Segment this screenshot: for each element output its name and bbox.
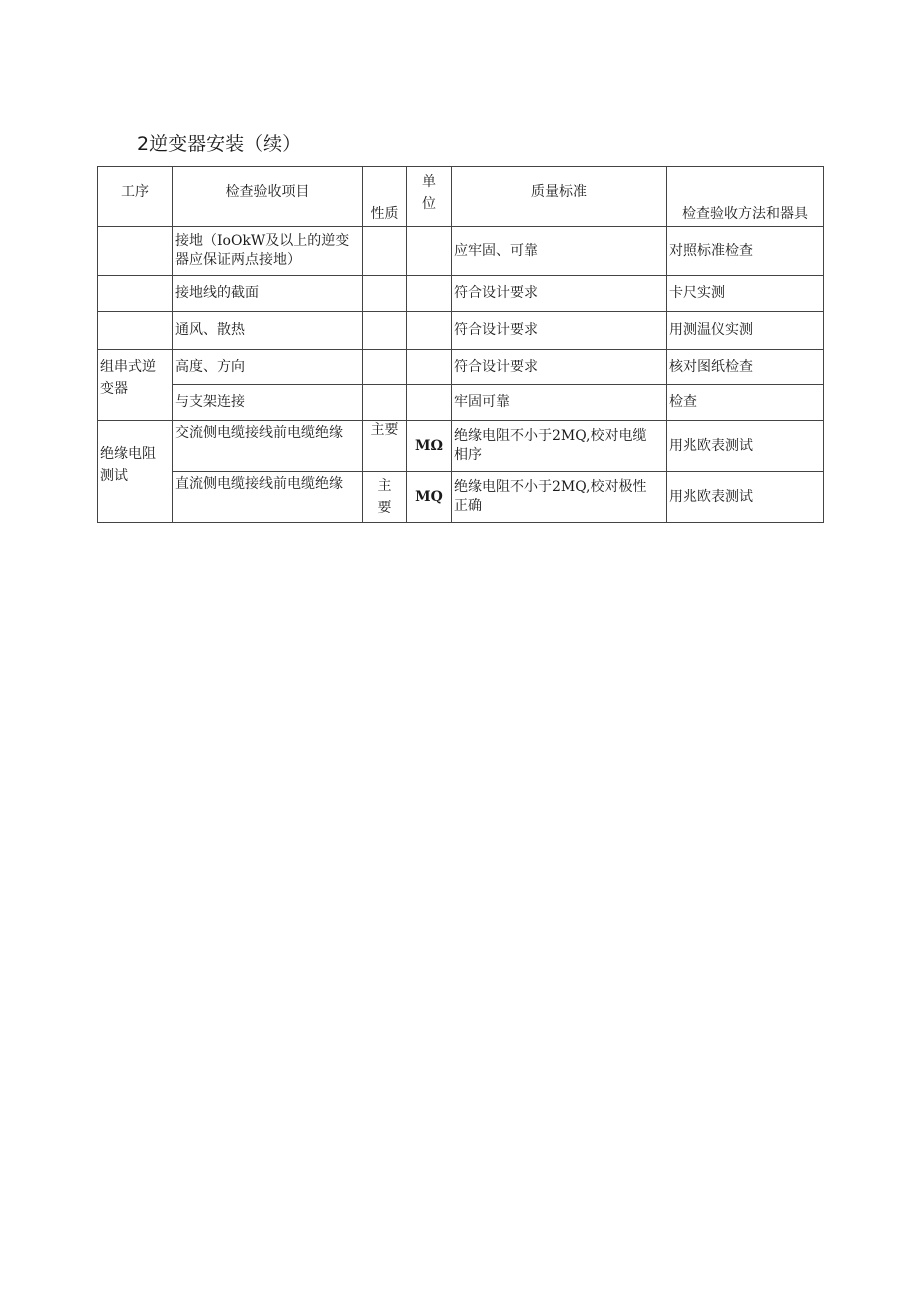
- table-row: [98, 227, 824, 276]
- process-group-line1: 绝缘电阻: [100, 446, 156, 462]
- process-cell: [98, 312, 173, 350]
- method-cell: 卡尺实测: [667, 276, 824, 312]
- item-cell: 交流侧电缆接线前电缆绝缘: [173, 421, 363, 472]
- method-cell: 用兆欧表测试: [667, 472, 824, 523]
- unit-cell: MΩ: [407, 421, 452, 472]
- table-row: [98, 472, 824, 523]
- item-cell: 高度、方向: [173, 350, 363, 385]
- method-cell: 核对图纸检查: [667, 350, 824, 385]
- process-cell: [98, 276, 173, 312]
- process-group-inverter: [98, 356, 172, 398]
- process-group-line2: 变器: [100, 381, 128, 397]
- nature-cell: [363, 227, 407, 276]
- nature-line1: 主: [377, 478, 392, 494]
- nature-cell: [363, 385, 407, 421]
- standard-cell: 应牢固、可靠: [452, 227, 667, 276]
- header-unit-line1: 单: [422, 174, 436, 190]
- table-row: [98, 276, 824, 312]
- item-cell: 接地线的截面: [173, 276, 363, 312]
- process-cell: [98, 227, 173, 276]
- unit-cell: [407, 312, 452, 350]
- item-line2: 器应保证两点接地）: [175, 252, 301, 268]
- unit-cell: [407, 350, 452, 385]
- nature-cell: 主要: [363, 421, 407, 472]
- standard-line1: 绝缘电阻不小于2MQ,校对极性: [454, 479, 647, 495]
- standard-cell: 符合设计要求: [452, 276, 667, 312]
- item-cell: [173, 227, 363, 276]
- item-cell: 与支架连接: [173, 385, 363, 421]
- header-process: 工序: [98, 167, 173, 227]
- table-row: [98, 312, 824, 350]
- header-nature: 性质: [363, 167, 407, 227]
- process-group-insulation: [98, 443, 172, 489]
- standard-line1: 绝缘电阻不小于2MQ,校对电缆: [454, 428, 647, 444]
- method-cell: 检查: [667, 385, 824, 421]
- nature-cell: [363, 312, 407, 350]
- header-unit-line2: 位: [422, 196, 436, 212]
- standard-cell: 符合设计要求: [452, 350, 667, 385]
- standard-line2: 相序: [454, 447, 482, 463]
- header-unit: [407, 167, 452, 227]
- method-cell: 对照标准检查: [667, 227, 824, 276]
- unit-cell: [407, 276, 452, 312]
- header-item: 检查验收项目: [173, 167, 363, 227]
- method-cell: 用兆欧表测试: [667, 421, 824, 472]
- method-cell: 用测温仪实测: [667, 312, 824, 350]
- item-cell: 通风、散热: [173, 312, 363, 350]
- nature-line2: 要: [377, 500, 392, 516]
- section-title: 2逆变器安装（续）: [137, 133, 302, 155]
- process-group-line1: 组串式逆: [100, 359, 156, 375]
- unit-cell: [407, 385, 452, 421]
- standard-cell: 符合设计要求: [452, 312, 667, 350]
- standard-line2: 正确: [454, 498, 482, 514]
- process-group-line2: 测试: [100, 468, 128, 484]
- standard-cell: 牢固可靠: [452, 385, 667, 421]
- unit-cell: [407, 227, 452, 276]
- table-row: [98, 350, 824, 385]
- header-method: 检查验收方法和器具: [667, 167, 824, 227]
- nature-cell: [363, 350, 407, 385]
- unit-cell: MQ: [407, 472, 452, 523]
- header-standard: 质量标准: [452, 167, 667, 227]
- table-row: [98, 385, 824, 421]
- nature-cell: [363, 472, 407, 523]
- nature-cell: [363, 276, 407, 312]
- inspection-table: [97, 166, 824, 523]
- table-row: [98, 421, 824, 472]
- header-row: [98, 167, 824, 227]
- standard-cell: [452, 421, 667, 472]
- item-cell: 直流侧电缆接线前电缆绝缘: [173, 472, 363, 523]
- standard-cell: [452, 472, 667, 523]
- item-line1: 接地（IoOkW及以上的逆变: [175, 233, 350, 249]
